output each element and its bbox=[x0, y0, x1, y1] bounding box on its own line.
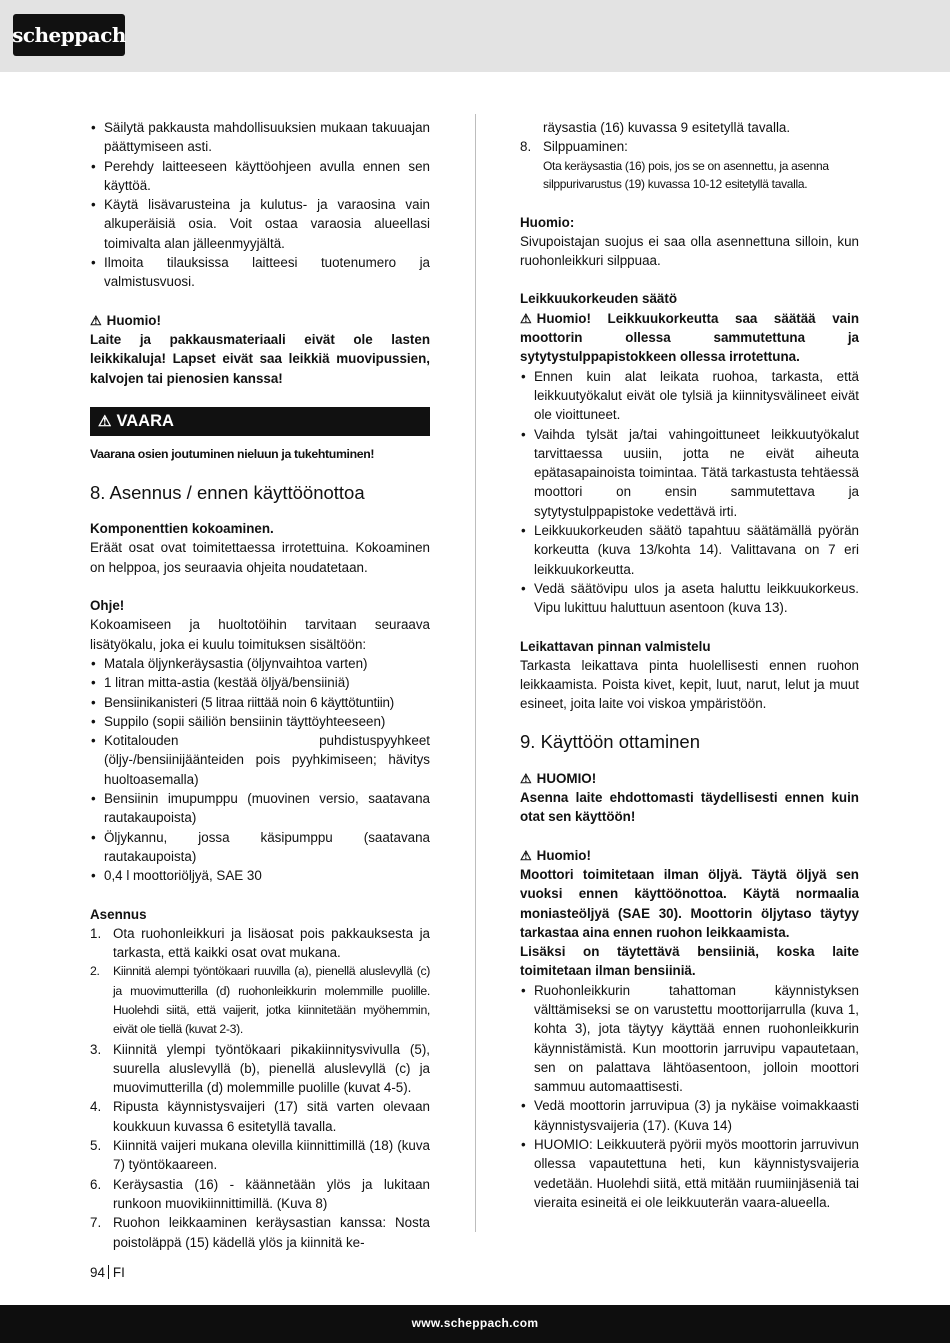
warning-triangle-icon: ⚠ bbox=[520, 770, 532, 786]
danger-label: VAARA bbox=[116, 411, 174, 430]
list-item: • Kotitalouden puhdistuspyyhkeet (öljy-/bensiinijäänteiden pois pyyhkimiseen; hävitys huoltoasemalla) bbox=[90, 731, 430, 789]
warning-triangle-icon: ⚠ bbox=[520, 847, 532, 863]
list-item: • Bensiinikanisteri (5 litraa riittää noin 6 käyttötuntiin) bbox=[90, 693, 430, 712]
scheppach-logo: scheppach bbox=[13, 14, 125, 56]
list-item: • Perehdy laitteeseen käyttöohjeen avulla ennen sen käyttöä. bbox=[90, 157, 430, 196]
list-item: • Käytä lisävarusteina ja kulutus- ja varaosina vain alkuperäisiä osia. Voit ostaa varaosia alueellasi toimivalta alan jälleenmyyjältä. bbox=[90, 195, 430, 253]
list-item: 7. Ruohon leikkaaminen keräysastian kanssa: Nosta poistoläppä (15) kädellä ylös ja kiinnitä ke- bbox=[90, 1215, 430, 1250]
oil-text: Moottori toimitetaan ilman öljyä. Täytä öljyä sen vuoksi ennen käyttöönottoa. Käytä normaalia moniasteöljyä (SAE 30). Moottorin öljytaso täytyy tarkastaa aina ennen ruohon leikkaamista. bbox=[520, 866, 859, 940]
left-column bbox=[90, 118, 430, 1252]
warning-triangle-icon: ⚠ bbox=[520, 310, 532, 326]
danger-text: Vaarana osien joutuminen nieluun ja tukehtuminen! bbox=[90, 446, 375, 461]
huomio-caps-heading: ⚠ HUOMIO! bbox=[520, 769, 859, 788]
danger-banner bbox=[90, 407, 430, 436]
list-item: 5. Kiinnitä vaijeri mukana olevilla kiinnittimillä (18) (kuva 7) työntökaareen. bbox=[90, 1138, 430, 1173]
cut-height-warning: ⚠ Huomio! Leikkuukorkeutta saa säätää vain moottorin ollessa sammutettuna ja sytytystulppapistokkeen ollessa irrotettuna. bbox=[520, 310, 859, 365]
list-item: • Suppilo (sopii säiliön bensiinin täyttöyhteeseen) bbox=[90, 712, 430, 731]
page-header bbox=[0, 0, 950, 72]
page-number: 94 FI bbox=[90, 1265, 125, 1280]
continued-step-text: räysastia (16) kuvassa 9 esitetyllä tavalla. bbox=[543, 120, 791, 135]
list-item: • Ennen kuin alat leikata ruohoa, tarkasta, että leikkuutyökalut eivät ole tylsiä ja kiinnitysvälineet eivät ole vioittuneet. bbox=[520, 367, 859, 425]
oil-text-2: Lisäksi on täytettävä bensiiniä, koska laite toimitetaan ilman bensiiniä. bbox=[520, 944, 859, 979]
list-item: 6. Keräysastia (16) - käännetään ylös ja lukitaan runkoon muovikiinnittimillä. (Kuva 8) bbox=[90, 1176, 430, 1211]
components-text: Eräät osat ovat toimitettaessa irrotettuina. Kokoaminen on helppoa, jos seuraavia ohjeita noudatetaan. bbox=[90, 540, 430, 575]
components-heading: Komponenttien kokoaminen. bbox=[90, 521, 274, 537]
column-divider bbox=[475, 114, 476, 1232]
list-item: 4. Ripusta käynnistysvaijeri (17) sitä varten olevaan koukkuun kuvassa 6 esitetyllä tavalla. bbox=[90, 1099, 430, 1134]
list-item: • Vaihda tylsät ja/tai vahingoittuneet leikkuutyökalut tarvittaessa uusiin, jotta ne eivät aiheuta epätasapainoista toimintaa. Tätä tarkastusta tehtäessä moottori on ensin sammutettava ja sytytystulppapistoke vedettävä irti. bbox=[520, 425, 859, 521]
huomio-caps-text: Asenna laite ehdottomasti täydellisesti ennen kuin otat sen käyttöön! bbox=[520, 790, 859, 825]
assembly-heading: Asennus bbox=[90, 906, 147, 922]
website-link[interactable]: www.scheppach.com bbox=[411, 1316, 539, 1330]
list-item: • Ruohonleikkurin tahattoman käynnistyksen välttämiseksi se on varustettu moottorijarrulla (kuva 1, kohta 3), jota täytyy käyttää ennen ruohonleikkurin käynnistämistä. Kun moottorin jarruvipu vapautetaan, sen on palattava lähtöasentoon, jolloin moottori sammuu automaattisesti. bbox=[520, 981, 859, 1097]
page-footer bbox=[0, 1305, 950, 1343]
list-item: • Leikkuukorkeuden säätö tapahtuu säätämällä pyörän korkeutta (kuva 13/kohta 14). Valittavana on 7 eri leikkuukorkeutta. bbox=[520, 521, 859, 579]
notice-title: Huomio! bbox=[106, 312, 161, 328]
note-heading: Huomio: bbox=[520, 214, 575, 230]
list-item: • Matala öljynkeräysastia (öljynvaihtoa varten) bbox=[90, 654, 430, 673]
step-8-number: 8. bbox=[520, 139, 532, 155]
right-column bbox=[520, 118, 859, 1212]
surface-heading: Leikattavan pinnan valmistelu bbox=[520, 638, 711, 654]
list-item: • Bensiinin imupumppu (muovinen versio, saatavana rautakaupoista) bbox=[90, 789, 430, 828]
note-text: Sivupoistajan suojus ei saa olla asennettuna silloin, kun ruohonleikkuri silppuaa. bbox=[520, 233, 859, 269]
list-item: • Vedä moottorin jarruvipua (3) ja nykäise voimakkaasti käynnistysvaijeria (17). (Kuva 14) bbox=[520, 1096, 859, 1135]
cut-height-bullets bbox=[520, 367, 859, 618]
surface-text: Tarkasta leikattava pinta huolellisesti ennen ruohon leikkaamista. Poista kivet, kepit, luut, narut, lelut ja muut esineet, joita laite voi viskoa ympäristöön. bbox=[520, 657, 859, 712]
section-9-title: 9. Käyttöön ottaminen bbox=[520, 730, 700, 752]
list-item: 3. Kiinnitä ylempi työntökaari pikakiinnitysvivulla (5), suurella aluslevyllä (b), pienellä aluslevyllä (c) ja muovimutterilla (d) molemmille puolille (kuvat 4-5). bbox=[90, 1041, 430, 1096]
list-item: • Ilmoita tilauksissa laitteesi tuotenumero ja valmistusvuosi. bbox=[90, 253, 430, 292]
page-number-separator bbox=[108, 1265, 109, 1279]
warning-triangle-icon: ⚠ bbox=[98, 412, 112, 430]
section-8-title: 8. Asennus / ennen käyttöönottoa bbox=[90, 482, 365, 504]
step-8-title: Silppuaminen: bbox=[543, 139, 628, 155]
notice-heading bbox=[90, 311, 430, 330]
list-item: • Öljykannu, jossa käsipumppu (saatavana rautakaupoista) bbox=[90, 828, 430, 867]
oil-heading: ⚠ Huomio! bbox=[520, 846, 859, 865]
list-item: • 1 litran mitta-astia (kestää öljyä/bensiiniä) bbox=[90, 673, 430, 692]
list-item: 1. Ota ruohonleikkuri ja lisäosat pois pakkauksesta ja tarkasta, että kaikki osat ovat mukana. bbox=[90, 925, 430, 961]
list-item: • HUOMIO: Leikkuuterä pyörii myös moottorin jarruvivun ollessa vapautettuna heti, kun käynnistysvaijeria vedetään. Huolehdi siitä, että mitään ruumiinjäseniä tai vieraita esineitä ei ole leikkuuterän vaara-alueella. bbox=[520, 1135, 859, 1212]
guide-heading: Ohje! bbox=[90, 598, 125, 614]
notice-text: Laite ja pakkausmateriaali eivät ole lasten leikkikaluja! Lapset eivät saa leikkiä muovipussien, kalvojen tai pienosien kanssa! bbox=[90, 331, 430, 386]
list-item: • Vedä säätövipu ulos ja aseta haluttu leikkuukorkeus. Vipu lukittuu haluttuun asentoon (kuva 13). bbox=[520, 579, 859, 618]
assembly-steps bbox=[90, 924, 430, 1252]
warning-triangle-icon: ⚠ bbox=[90, 312, 102, 328]
list-item: • 0,4 l moottoriöljyä, SAE 30 bbox=[90, 866, 430, 885]
start-bullets bbox=[520, 981, 859, 1213]
language-code: FI bbox=[112, 1265, 125, 1280]
step-8 bbox=[520, 137, 859, 193]
guide-text: Kokoamiseen ja huoltotöihin tarvitaan seuraava lisätyökalu, joka ei kuulu toimituksen sisältöön: bbox=[90, 617, 430, 652]
cut-height-heading: Leikkuukorkeuden säätö bbox=[520, 291, 678, 307]
step-8-text: Ota keräysastia (16) pois, jos se on asennettu, ja asenna silppurivarustus (19) kuvassa 10-12 esitetyllä tavalla. bbox=[543, 158, 829, 192]
intro-bullet-list bbox=[90, 118, 430, 292]
list-item: 2. Kiinnitä alempi työntökaari ruuvilla (a), pienellä aluslevyllä (c) ja muovimutterilla (d) ruohonleikkurin molemmille puolille. Huolehdi siitä, että vaijerit, jotka kiinnitetään myöhemmin, eivät ole tiellä (kuvat 2-3). bbox=[90, 964, 430, 1037]
list-item: • Säilytä pakkausta mahdollisuuksien mukaan takuuajan päättymiseen asti. bbox=[90, 118, 430, 157]
tool-bullet-list bbox=[90, 654, 430, 886]
